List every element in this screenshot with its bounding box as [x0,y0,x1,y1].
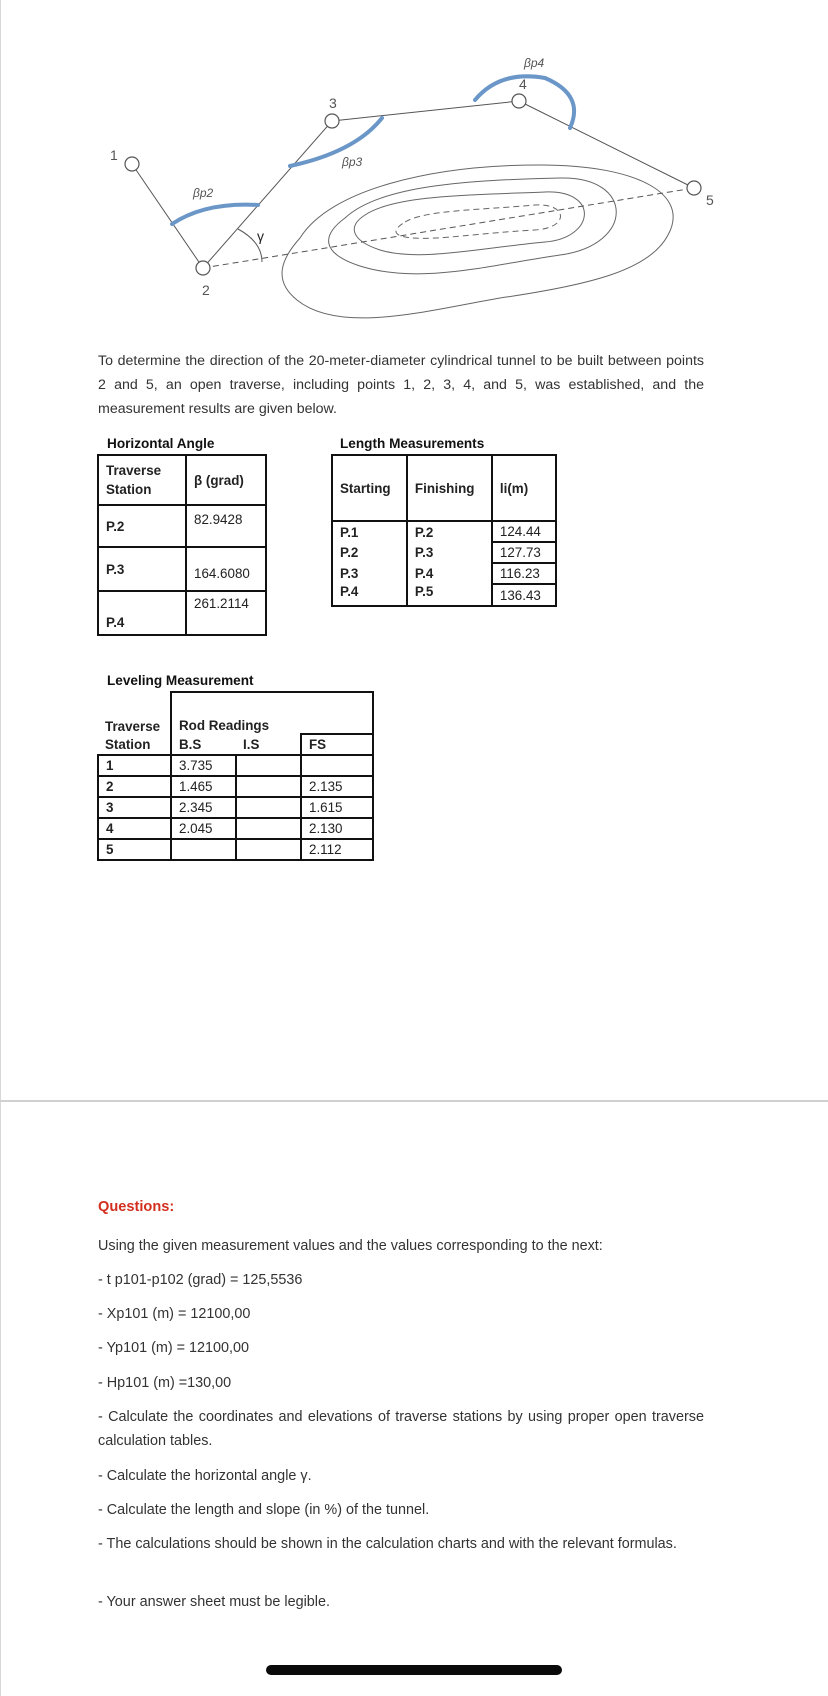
finish-cell: P.3 [407,542,492,563]
header-bs: B.S [171,734,236,755]
station-cell: 1 [98,755,171,776]
header-fs: FS [301,734,373,755]
start-cell: P.4 [332,584,407,606]
question-line: - Hp101 (m) =130,00 [98,1375,232,1391]
table-row [332,542,556,563]
fs-cell: 2.112 [301,839,373,860]
bs-cell [171,839,236,860]
table-row [98,505,266,547]
traverse-diagram [0,0,828,340]
header-traverse-station: Traverse Station [98,455,186,505]
beta-cell: 82.9428 [186,505,266,547]
length-measurements-caption: Length Measurements [340,436,485,451]
intro-paragraph: To determine the direction of the 20-meter-diameter cylindrical tunnel to be built between points 2 and 5, an open traverse, including points 1, 2, 3, 4, and 5, was established, and the measurement results are given below. [98,353,704,417]
contour-2 [329,178,617,274]
station-2-marker [196,261,210,275]
fs-cell: 1.615 [301,797,373,818]
length-cell: 136.43 [492,584,556,606]
header-is: I.S [236,734,301,755]
label-beta-p2: βp2 [193,186,214,200]
station-cell: P.4 [98,591,186,635]
contour-outer [282,165,673,318]
header-station-label: Station [98,734,171,755]
table-row [98,591,266,635]
label-gamma: γ [257,228,264,244]
length-cell: 116.23 [492,563,556,584]
table-row [98,547,266,591]
start-cell: P.3 [332,563,407,584]
traverse-line-1-2 [132,164,203,268]
table-header-row [98,713,373,734]
question-line: - Xp101 (m) = 12100,00 [98,1306,251,1322]
is-cell [236,797,301,818]
bs-cell: 1.465 [171,776,236,797]
station-3-marker [325,114,339,128]
start-cell: P.2 [332,542,407,563]
contour-3 [354,192,584,255]
label-5: 5 [706,192,714,208]
station-1-marker [125,157,139,171]
label-3: 3 [329,95,337,111]
table-header-row [98,692,373,713]
header-traverse [98,692,171,713]
table-header-row [98,455,266,505]
traverse-line-4-5 [519,101,694,188]
table-row [98,797,373,818]
is-cell [236,839,301,860]
table-header-row [332,455,556,521]
bs-cell: 2.045 [171,818,236,839]
length-measurements-table [331,454,557,607]
table-row [332,584,556,606]
table-row [98,755,373,776]
station-cell: 2 [98,776,171,797]
fs-cell: 2.130 [301,818,373,839]
question-line: - t p101-p102 (grad) = 125,5536 [98,1272,303,1288]
question-line: Using the given measurement values and the values corresponding to the next: [98,1238,603,1254]
beta-p2-arc [172,205,258,224]
station-cell: 5 [98,839,171,860]
home-indicator[interactable] [266,1665,562,1675]
finish-cell: P.2 [407,521,492,542]
header-starting: Starting [332,455,407,521]
traverse-line-3-4 [332,101,519,121]
header-rod-readings: Rod Readings [171,713,373,734]
beta-cell: 164.6080 [186,547,266,591]
question-line: - Calculate the length and slope (in %) of the tunnel. [98,1502,430,1518]
header-finishing: Finishing [407,455,492,521]
label-4: 4 [519,76,527,92]
length-cell: 127.73 [492,542,556,563]
length-cell: 124.44 [492,521,556,542]
is-cell [236,776,301,797]
contour-inner [396,205,561,238]
questions-title: Questions: [98,1199,175,1215]
station-cell: 4 [98,818,171,839]
table-row [98,818,373,839]
station-5-marker [687,181,701,195]
bs-cell: 3.735 [171,755,236,776]
is-cell [236,755,301,776]
table-row [98,839,373,860]
bs-cell: 2.345 [171,797,236,818]
table-row [332,521,556,542]
beta-cell: 261.2114 [186,591,266,635]
header-traverse-label: Traverse [98,713,171,734]
is-cell [236,818,301,839]
label-2: 2 [202,282,210,298]
fs-cell [301,755,373,776]
header-beta: β (grad) [186,455,266,505]
question-line: - Yp101 (m) = 12100,00 [98,1340,250,1356]
traverse-line-2-3 [203,121,332,268]
station-cell: 3 [98,797,171,818]
finish-cell: P.5 [407,584,492,606]
question-line: - Your answer sheet must be legible. [98,1594,330,1610]
station-cell: P.3 [98,547,186,591]
station-cell: P.2 [98,505,186,547]
finish-cell: P.4 [407,563,492,584]
tunnel-axis-line [203,188,694,268]
question-line: - Calculate the horizontal angle γ. [98,1468,312,1484]
label-beta-p4: βp4 [524,56,545,70]
horizontal-angle-table [97,454,267,636]
fs-cell: 2.135 [301,776,373,797]
table-header-row [98,734,373,755]
leveling-caption: Leveling Measurement [107,673,254,688]
question-line: - Calculate the coordinates and elevations of traverse stations by using proper open traverse calculation tables. [98,1409,704,1449]
table-row [332,563,556,584]
header-length: li(m) [492,455,556,521]
leveling-table [97,691,374,861]
table-row [98,776,373,797]
header-blank [171,692,373,713]
station-4-marker [512,94,526,108]
start-cell: P.1 [332,521,407,542]
horizontal-angle-caption: Horizontal Angle [107,436,215,451]
question-line: - The calculations should be shown in the calculation charts and with the relevant formulas. [98,1536,677,1552]
label-beta-p3: βp3 [342,155,363,169]
label-1: 1 [110,147,118,163]
